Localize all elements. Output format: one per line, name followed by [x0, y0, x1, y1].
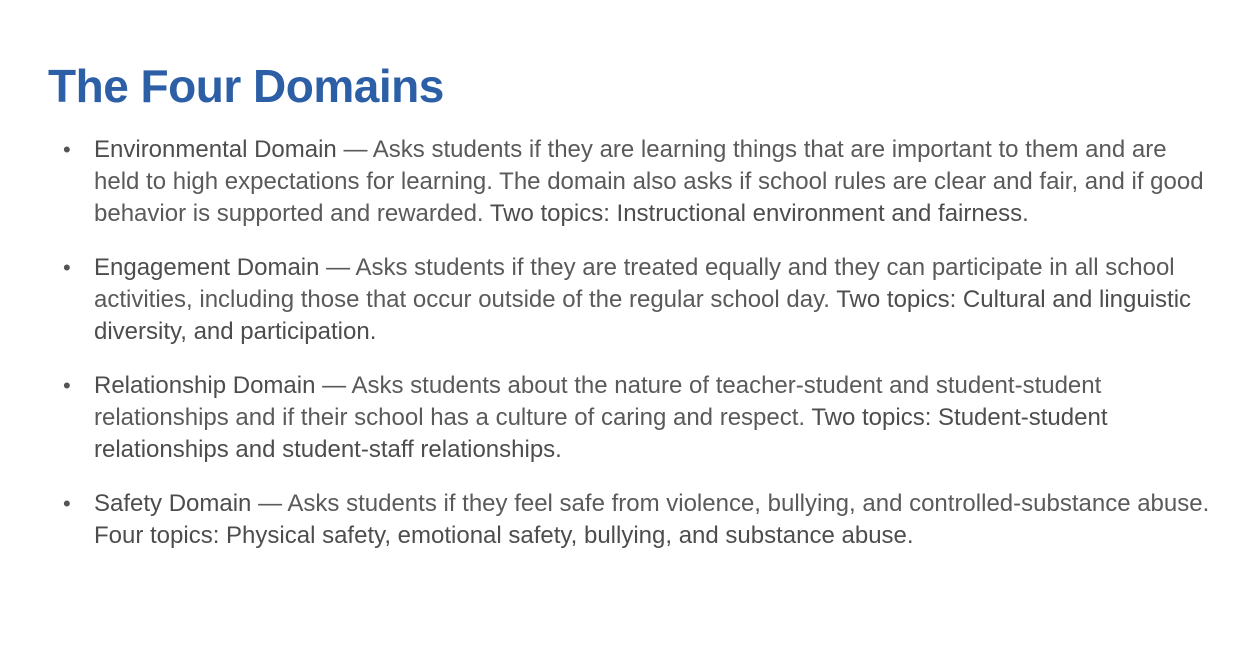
- domain-description: Asks students if they are treated equally and they can participate in all school activities, including those that occur outside of the regular school day.: [94, 254, 1175, 313]
- list-item-safety-domain: [60, 488, 1210, 552]
- separator: —: [315, 372, 352, 399]
- separator: —: [251, 490, 288, 517]
- domain-topics: Two topics: Instructional environment and fairness.: [489, 200, 1029, 227]
- list-item-relationship-domain: [60, 370, 1210, 466]
- domain-description: Asks students about the nature of teacher-student and student-student relationships and if their school has a culture of caring and respect.: [94, 372, 1102, 431]
- separator: —: [336, 136, 373, 163]
- domain-name: Relationship Domain: [94, 372, 316, 399]
- bullet-icon: •: [63, 491, 71, 516]
- domain-name: Safety Domain: [94, 490, 252, 517]
- domain-topics: Four topics: Physical safety, emotional safety, bullying, and substance abuse.: [94, 522, 914, 549]
- domain-name: Environmental Domain: [94, 136, 337, 163]
- bullet-icon: •: [63, 255, 71, 280]
- domain-name: Engagement Domain: [94, 254, 320, 281]
- page-title: The Four Domains: [48, 60, 444, 112]
- domain-description: Asks students if they are learning things that are important to them and are held to high expectations for learning. The domain also asks if school rules are clear and fair, and if good behavior is supported and rewarded.: [94, 136, 1204, 227]
- list-item-engagement-domain: [60, 252, 1210, 348]
- domain-description: Asks students if they feel safe from violence, bullying, and controlled-substance abuse.: [287, 490, 1210, 517]
- bullet-icon: •: [63, 137, 71, 162]
- separator: —: [319, 254, 356, 281]
- domain-topics: Two topics: Cultural and linguistic diversity, and participation.: [94, 286, 1192, 345]
- domain-list: [60, 134, 1210, 574]
- bullet-icon: •: [63, 373, 71, 398]
- list-item-environmental-domain: [60, 134, 1210, 230]
- domain-topics: Two topics: Student-student relationships and student-staff relationships.: [94, 404, 1108, 463]
